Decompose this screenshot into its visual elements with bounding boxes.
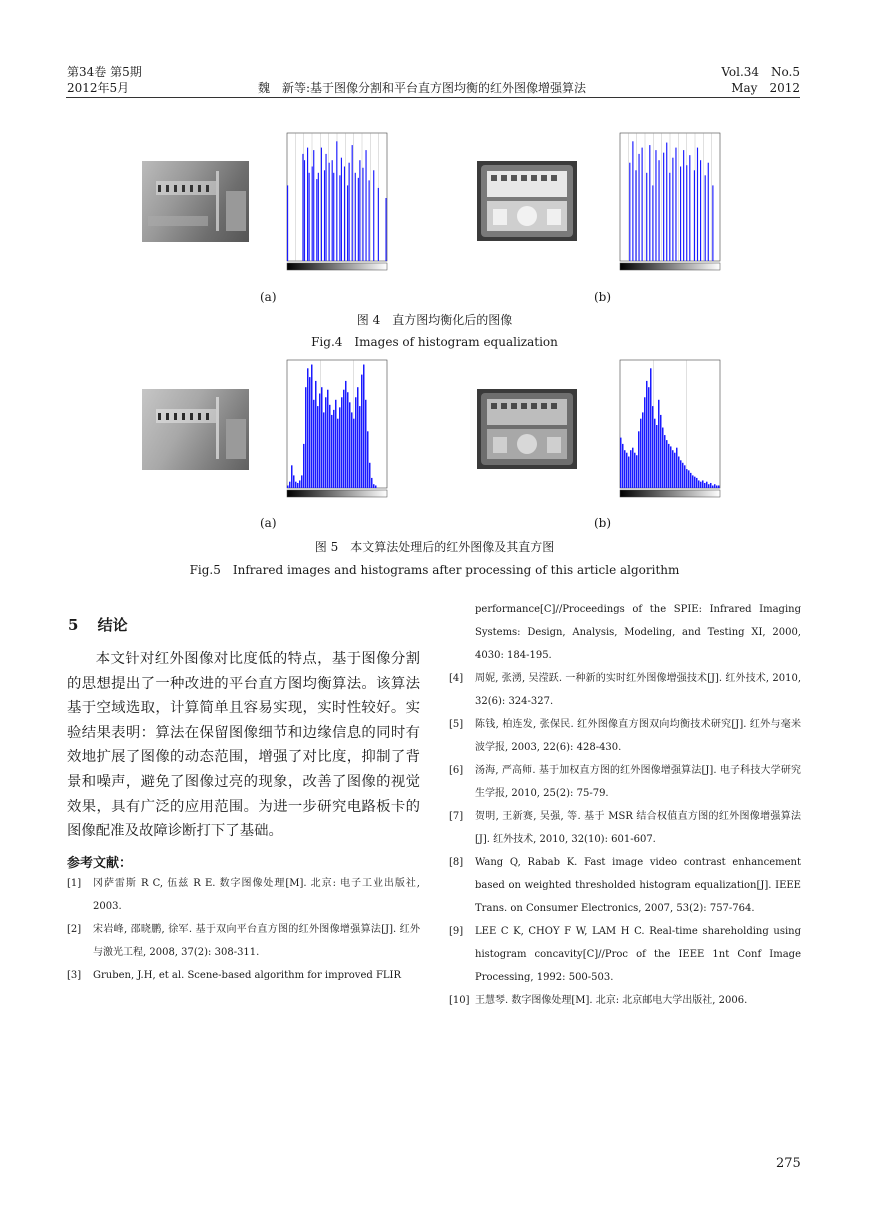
reference-number: [2] (67, 924, 82, 935)
histogram-bar (632, 141, 633, 261)
reference-text: Wang Q, Rabab K. Fast image video contrast enhancement based on weighted thresholded histogram equalization[J]. IEEE Trans. on Consumer Electronics, 2007, 53(2): 757-764. (475, 857, 801, 914)
histogram-bar (307, 368, 309, 488)
histogram-bar (325, 154, 326, 261)
reference-number: [4] (449, 673, 464, 684)
histogram-bar (365, 400, 367, 488)
histogram-bar (638, 431, 640, 488)
histogram-bar (363, 365, 365, 488)
histogram-bar (638, 154, 639, 261)
histogram-bar (347, 392, 349, 488)
histogram-bar (313, 150, 314, 261)
histogram-bar (658, 160, 659, 261)
histogram-bar (670, 446, 672, 488)
histogram-bar (697, 148, 698, 261)
histogram-bar (307, 148, 308, 261)
histogram-bar (622, 444, 624, 488)
histogram-bar (706, 482, 708, 488)
histogram-bar (669, 173, 670, 261)
reference-number: [9] (449, 926, 464, 937)
histogram-bar (664, 435, 666, 488)
histogram-bar (341, 397, 343, 488)
figure-4b-label: (b) (594, 290, 612, 304)
reference-text: 宋岩峰, 邵晓鹏, 徐军. 基于双向平台直方图的红外图像增强算法[J]. 红外与激光工程, 2008, 37(2): 308-311. (93, 924, 420, 958)
histogram-bar (333, 410, 335, 488)
histogram-bar (705, 175, 706, 261)
histogram-bar (668, 444, 670, 488)
histogram-bar (311, 365, 313, 488)
reference-item (449, 805, 801, 851)
histogram-5b (616, 358, 722, 500)
infrared-image-4b (477, 161, 577, 241)
circuit-board-graphic (477, 389, 577, 469)
histogram-bar (700, 160, 701, 261)
histogram-bar (369, 463, 371, 488)
histogram-bar (694, 170, 695, 261)
histogram-bar (349, 163, 350, 261)
header-date-en: May 2012 (731, 81, 800, 95)
histogram-bar (319, 394, 321, 489)
histogram-bar (345, 381, 347, 488)
histogram-bar (646, 381, 648, 488)
histogram-bar (644, 397, 646, 488)
histogram-bar (341, 158, 342, 261)
histogram-bar (371, 478, 373, 488)
histogram-bar (688, 470, 690, 488)
reference-number: [8] (449, 857, 464, 868)
reference-item (449, 713, 801, 759)
histogram-bar (689, 155, 690, 261)
reference-text: Gruben, J.H, et al. Scene-based algorithm for improved FLIR (93, 970, 401, 981)
histogram-bar (304, 160, 305, 261)
reference-text: 冈萨雷斯 R C, 伍兹 R E. 数字图像处理[M]. 北京: 电子工业出版社, 2003. (93, 878, 420, 912)
reference-number: [3] (67, 970, 82, 981)
histogram-bar (299, 480, 301, 488)
header-rule (66, 97, 800, 98)
histogram-bar (680, 460, 682, 488)
histogram-bar (369, 180, 370, 261)
histogram-bar (672, 450, 674, 488)
header-title: 魏 新等:基于图像分割和平台直方图均衡的红外图像增强算法 (258, 81, 587, 95)
histogram-bar (297, 483, 299, 488)
histogram-5a (283, 358, 389, 500)
histogram-bar (325, 397, 327, 488)
histogram-bar (630, 450, 632, 488)
histogram-bar (287, 185, 288, 261)
histogram-bar (640, 419, 642, 488)
histogram-bar (327, 390, 329, 488)
histogram-bar (347, 185, 348, 261)
histogram-bar (675, 148, 676, 261)
histogram-bar (293, 475, 295, 488)
histogram-bar (655, 150, 656, 261)
histogram-bar (632, 448, 634, 488)
histogram-bar (708, 163, 709, 261)
histogram-bar (654, 419, 656, 488)
histogram-bar (628, 457, 630, 489)
histogram-5b-svg (616, 358, 722, 500)
histogram-bar (301, 475, 303, 488)
figure-5a-label: (a) (260, 516, 277, 530)
histogram-bar (315, 381, 317, 488)
histogram-bar (309, 173, 310, 261)
reference-item (67, 872, 420, 918)
reference-text: 贺明, 王新赛, 吴强, 等. 基于 MSR 结合权值直方图的红外图像增强算法[J]. 红外技术, 2010, 32(10): 601-607. (475, 811, 801, 845)
histogram-bar (676, 448, 678, 488)
histogram-bar (672, 158, 673, 261)
histogram-bar (708, 484, 710, 488)
histogram-bar (312, 167, 313, 262)
histogram-bar (324, 170, 325, 261)
histogram-bar (642, 148, 643, 261)
histogram-bar (303, 444, 305, 488)
histogram-bar (309, 377, 311, 488)
histogram-5a-svg (283, 358, 389, 500)
histogram-bar (702, 480, 704, 488)
reference-text: LEE C K, CHOY F W, LAM H C. Real-time shareholding using histogram concavity[C]//Proc of the IEEE 1nt Conf Image Processing, 1992: 500-503. (475, 926, 801, 983)
circuit-board-graphic (142, 161, 249, 242)
figure-4-caption-cn: 图 4 直方图均衡化后的图像 (356, 313, 513, 327)
histogram-bar (302, 154, 303, 261)
histogram-bar (385, 198, 386, 261)
grayscale-colorbar (287, 263, 387, 270)
histogram-bar (359, 406, 361, 488)
histogram-bar (704, 483, 706, 488)
histogram-bar (692, 475, 694, 488)
histogram-bar (666, 440, 668, 488)
references-heading: 参考文献： (67, 856, 133, 871)
histogram-bar (344, 167, 345, 262)
reference-item (67, 964, 420, 987)
histogram-bar (349, 402, 351, 488)
circuit-board-graphic (142, 389, 249, 470)
histogram-4b-svg (616, 131, 722, 273)
figure-5-caption-en: Fig.5 Infrared images and histograms after processing of this article algorithm (189, 563, 680, 577)
reference-text: 周妮, 张湧, 吴滢跃. 一种新的实时红外图像增强技术[J]. 红外技术, 2010, 32(6): 324-327. (475, 673, 801, 707)
histogram-bar (343, 390, 345, 488)
histogram-bar (289, 482, 291, 488)
reference-text: 陈钱, 柏连发, 张保民. 红外图像直方图双向均衡技术研究[J]. 红外与毫米波学报, 2003, 22(6): 428-430. (475, 719, 801, 753)
circuit-board-graphic (477, 161, 577, 241)
histogram-bar (373, 170, 374, 261)
header-volume-cn: 第34卷 第5期 (67, 65, 142, 79)
section-title: 结论 (97, 616, 128, 634)
histogram-bar (335, 400, 337, 488)
histogram-bar (718, 485, 720, 488)
histogram-bar (684, 465, 686, 488)
reference-item (449, 598, 801, 667)
histogram-bar (359, 160, 360, 261)
histogram-bar (362, 168, 363, 261)
histogram-bar (716, 485, 718, 488)
histogram-bar (317, 406, 319, 488)
histogram-bar (620, 438, 622, 488)
histogram-bar (662, 428, 664, 488)
histogram-bar (339, 407, 341, 488)
reference-item (449, 989, 801, 1012)
histogram-bar (694, 477, 696, 488)
histogram-bar (698, 480, 700, 488)
histogram-bar (333, 173, 334, 261)
histogram-bar (629, 163, 630, 261)
histogram-bar (624, 450, 626, 488)
histogram-bar (658, 400, 660, 488)
histogram-bar (295, 482, 297, 488)
references-right-column (449, 598, 801, 1012)
header-date-cn: 2012年5月 (67, 81, 130, 95)
histogram-bar (357, 387, 359, 488)
histogram-bar (361, 375, 363, 488)
histogram-bar (291, 465, 293, 488)
histogram-bar (355, 397, 357, 488)
reference-item (449, 667, 801, 713)
histogram-bar (634, 453, 636, 488)
histogram-bar (666, 143, 667, 261)
histogram-bar (358, 178, 359, 261)
figure-5b-label: (b) (594, 516, 612, 530)
histogram-bar (680, 167, 681, 262)
histogram-bar (367, 431, 369, 488)
histogram-bar (649, 145, 650, 261)
histogram-bar (287, 485, 289, 488)
histogram-bar (696, 478, 698, 488)
histogram-bar (650, 368, 652, 488)
histogram-bar (313, 400, 315, 488)
grayscale-colorbar (620, 263, 720, 270)
references-left-column (67, 872, 420, 987)
reference-item (67, 918, 420, 964)
reference-text: 汤海, 严高师. 基于加权直方图的红外图像增强算法[J]. 电子科技大学研究生学报, 2010, 25(2): 75-79. (475, 765, 801, 799)
histogram-bar (678, 457, 680, 489)
figure-5-caption-cn: 图 5 本文算法处理后的红外图像及其直方图 (314, 540, 555, 554)
section-body: 本文针对红外图像对比度低的特点，基于图像分割的思想提出了一种改进的平台直方图均衡算法。该算法基于空域选取，计算简单且容易实现，实时性较好。实验结果表明：算法在保留图像细节和边缘信息的同时有效地扩展了图像的动态范围，增强了对比度，抑制了背景和噪声，避免了图像过亮的现象，改善了图像的视觉效果，具有广泛的应用范围。为进一步研究电路板卡的图像配准及故障诊断打下了基础。 (67, 651, 420, 840)
histogram-bar (339, 175, 340, 261)
histogram-bar (316, 179, 317, 261)
section-number: 5 (68, 616, 79, 634)
reference-text: 王慧琴. 数字图像处理[M]. 北京: 北京邮电大学出版社, 2006. (475, 995, 748, 1006)
histogram-bar (683, 150, 684, 261)
histogram-bar (652, 406, 654, 488)
section-heading (68, 614, 128, 635)
infrared-image-5b (477, 389, 577, 469)
histogram-bar (652, 185, 653, 261)
reference-item (449, 759, 801, 805)
histogram-bar (351, 412, 353, 488)
histogram-bar (636, 455, 638, 488)
histogram-bar (635, 170, 636, 261)
figure-4-caption-en: Fig.4 Images of histogram equalization (311, 335, 558, 349)
reference-text: performance[C]//Proceedings of the SPIE: Infrared Imaging Systems: Design, Analysis, Modeling, and Testing XI, 2000, 4030: 184-195. (475, 604, 801, 661)
histogram-bar (712, 485, 714, 488)
histogram-bar (329, 405, 331, 488)
histogram-bar (305, 387, 307, 488)
histogram-bar (321, 387, 323, 488)
histogram-bar (332, 160, 333, 261)
histogram-bar (700, 482, 702, 488)
histogram-bar (642, 412, 644, 488)
histogram-bar (378, 188, 379, 261)
histogram-bar (353, 419, 355, 488)
histogram-bar (660, 415, 662, 488)
page-number: 275 (776, 1156, 801, 1171)
histogram-bar (626, 453, 628, 488)
histogram-bar (355, 173, 356, 261)
histogram-bar (656, 425, 658, 488)
histogram-bar (321, 148, 322, 261)
histogram-bar (331, 415, 333, 488)
histogram-bar (336, 141, 337, 261)
infrared-image-5a (142, 389, 249, 470)
reference-number: [10] (449, 995, 470, 1006)
histogram-bar (323, 412, 325, 488)
reference-number: [6] (449, 765, 464, 776)
histogram-bar (714, 484, 716, 488)
histogram-bar (686, 165, 687, 261)
histogram-bar (682, 463, 684, 488)
reference-number: [7] (449, 811, 464, 822)
histogram-bar (365, 150, 366, 261)
histogram-bar (373, 484, 375, 488)
histogram-bar (710, 483, 712, 488)
histogram-bar (690, 473, 692, 488)
histogram-bar (674, 453, 676, 488)
reference-number: [5] (449, 719, 464, 730)
header-volume-en: Vol.34 No.5 (721, 65, 800, 79)
histogram-bar (318, 173, 319, 261)
histogram-bar (352, 145, 353, 261)
histogram-4a-svg (283, 131, 389, 273)
grayscale-colorbar (620, 490, 720, 497)
reference-item (449, 920, 801, 989)
reference-number: [1] (67, 878, 82, 889)
histogram-bar (375, 485, 377, 488)
histogram-bar (712, 185, 713, 261)
histogram-4b (616, 131, 722, 273)
grayscale-colorbar (287, 490, 387, 497)
reference-item (449, 851, 801, 920)
reference-number (449, 598, 475, 667)
histogram-bar (663, 153, 664, 261)
histogram-bar (648, 387, 650, 488)
histogram-4a (283, 131, 389, 273)
infrared-image-4a (142, 161, 249, 242)
histogram-bar (329, 163, 330, 261)
histogram-bar (686, 469, 688, 488)
histogram-bar (337, 419, 339, 488)
histogram-bar (646, 173, 647, 261)
figure-4a-label: (a) (260, 290, 277, 304)
